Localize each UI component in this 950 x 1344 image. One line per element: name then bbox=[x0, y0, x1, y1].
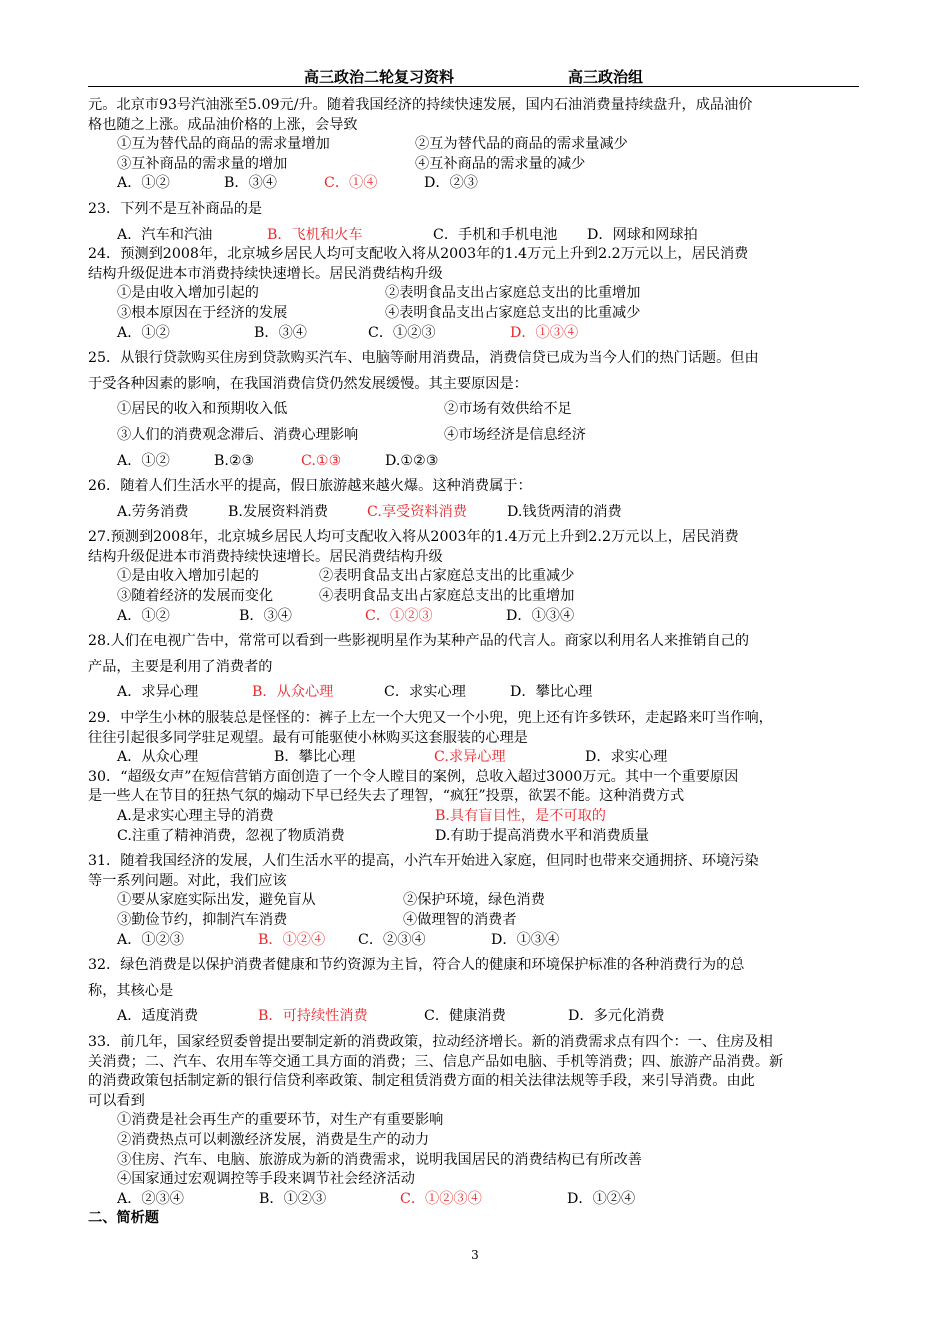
option-d: D.①②③ bbox=[385, 452, 439, 469]
question-text: 32．绿色消费是以保护消费者健康和节约资源为主旨，符合人的健康和环境保护标准的各种消费行为的总 bbox=[88, 957, 745, 974]
section-heading: 二、简析题 bbox=[88, 1210, 159, 1227]
options-row bbox=[88, 452, 863, 472]
statement-row bbox=[88, 567, 863, 587]
option-c: C．求实心理 bbox=[384, 684, 466, 701]
option-c: C．手机和手机电池 bbox=[433, 226, 558, 243]
question-text: 31．随着我国经济的发展，人们生活水平的提高，小汽车开始进入家庭，但同时也带来交通拥挤、环境污染 bbox=[88, 853, 759, 870]
statement-row bbox=[88, 284, 863, 304]
statement: ①是由收入增加引起的 bbox=[117, 285, 259, 302]
question-text: 30．“超级女声”在短信营销方面创造了一个令人瞠目的案例，总收入超过3000万元。其中一个重要原因 bbox=[88, 768, 739, 785]
option-d: D.有助于提高消费水平和消费质量 bbox=[435, 827, 650, 844]
statement: ③勤俭节约，抑制汽车消费 bbox=[117, 911, 288, 928]
statement-row bbox=[88, 155, 863, 175]
page-header bbox=[88, 66, 859, 87]
page-number: 3 bbox=[471, 1248, 479, 1262]
option-d: D．②③ bbox=[424, 175, 478, 192]
question-text: 等一系列问题。对此，我们应该 bbox=[88, 872, 287, 889]
question-text: 26．随着人们生活水平的提高，假日旅游越来越火爆。这种消费属于： bbox=[88, 478, 532, 495]
option-a: A．②③④ bbox=[117, 1190, 184, 1207]
option-c-answer: C.享受资料消费 bbox=[367, 503, 467, 520]
option-c-answer: C．①④ bbox=[324, 175, 378, 192]
option-a: A．①②③ bbox=[117, 931, 184, 948]
option-a: A．汽车和汽油 bbox=[117, 226, 213, 243]
question-text: 24．预测到2008年，北京城乡居民人均可支配收入将从2003年的1.4万元上升到2.2万元以上，居民消费 bbox=[88, 246, 749, 263]
options-row bbox=[88, 324, 863, 344]
option-a: A．求异心理 bbox=[117, 684, 199, 701]
options-row bbox=[88, 931, 863, 951]
options-row bbox=[88, 503, 863, 523]
statement: ②市场有效供给不足 bbox=[444, 401, 572, 418]
statement: ④表明食品支出占家庭总支出的比重减少 bbox=[385, 304, 641, 321]
question-text: 29．中学生小林的服装总是怪怪的：裤子上左一个大兜又一个小兜，兜上还有许多铁环，走起路来叮当作响， bbox=[88, 710, 773, 727]
question-text: 格也随之上涨。成品油价格的上涨，会导致 bbox=[88, 116, 358, 133]
option-a: A．①② bbox=[117, 175, 170, 192]
option-c: C.注重了精神消费，忽视了物质消费 bbox=[117, 827, 345, 844]
question-text: 结构升级促进本市消费持续快速增长。居民消费结构升级 bbox=[88, 265, 443, 282]
statement: ①要从家庭实际出发，避免盲从 bbox=[117, 892, 316, 909]
options-row bbox=[88, 827, 863, 847]
statement: ②互为替代品的商品的需求量减少 bbox=[415, 136, 628, 153]
question-text: 关消费；二、汽车、农用车等交通工具方面的消费；三、信息产品如电脑、手机等消费；四、旅游产品消费。新 bbox=[88, 1053, 784, 1070]
statement: ④市场经济是信息经济 bbox=[444, 426, 586, 443]
statement: ④互补商品的需求量的减少 bbox=[415, 155, 586, 172]
option-d: D．攀比心理 bbox=[510, 684, 593, 701]
option-b: B．③④ bbox=[224, 175, 277, 192]
statement-row bbox=[88, 135, 863, 155]
option-d: D．①③④ bbox=[491, 931, 560, 948]
options-row bbox=[88, 1007, 863, 1027]
statement: ①是由收入增加引起的 bbox=[117, 568, 259, 585]
header-group: 高三政治组 bbox=[568, 68, 644, 86]
option-d: D．①②④ bbox=[567, 1190, 636, 1207]
option-c: C．①②③ bbox=[368, 324, 436, 341]
question-text: 33．前几年，国家经贸委曾提出要制定新的消费政策，拉动经济增长。新的消费需求点有四个：一、住房及相 bbox=[88, 1033, 773, 1050]
question-text: 23．下列不是互补商品的是 bbox=[88, 200, 263, 217]
option-d: D．网球和网球拍 bbox=[587, 226, 698, 243]
option-a: A.是求实心理主导的消费 bbox=[117, 808, 274, 824]
statement: ③互补商品的需求量的增加 bbox=[117, 155, 288, 172]
option-d-answer: D．①③④ bbox=[510, 324, 579, 341]
option-c-answer: C.求异心理 bbox=[434, 749, 506, 766]
option-b-answer: B.具有盲目性，是不可取的 bbox=[435, 808, 606, 824]
question-text: 产品，主要是利用了消费者的 bbox=[88, 658, 273, 675]
option-c-answer: C．①②③④ bbox=[400, 1190, 482, 1207]
option-a: A．从众心理 bbox=[117, 749, 199, 766]
option-a: A．①② bbox=[117, 452, 170, 469]
statement-row bbox=[88, 891, 863, 911]
question-text: 27.预测到2008年，北京城乡居民人均可支配收入将从2003年的1.4万元上升到2.2万元以上，居民消费 bbox=[88, 529, 739, 546]
option-b-answer: B．从众心理 bbox=[252, 684, 334, 701]
statement: ①居民的收入和预期收入低 bbox=[117, 401, 288, 418]
option-d: D.钱货两清的消费 bbox=[507, 503, 622, 520]
statement: ③住房、汽车、电脑、旅游成为新的消费需求，说明我国居民的消费结构已有所改善 bbox=[117, 1151, 642, 1168]
options-row bbox=[88, 607, 863, 627]
options-row bbox=[88, 807, 863, 827]
statement: ②表明食品支出占家庭总支出的比重增加 bbox=[385, 285, 641, 302]
statement: ①互为替代品的商品的需求量增加 bbox=[117, 136, 330, 153]
option-a: A．适度消费 bbox=[117, 1008, 199, 1025]
options-row bbox=[88, 748, 863, 768]
option-b: B．①②③ bbox=[259, 1190, 327, 1207]
statement: ②保护环境，绿色消费 bbox=[403, 892, 545, 909]
option-c-answer: C．①②③ bbox=[365, 607, 433, 624]
question-text: 结构升级促进本市消费持续快速增长。居民消费结构升级 bbox=[88, 548, 443, 565]
option-c-answer: C.①③ bbox=[301, 452, 342, 469]
question-text: 的消费政策包括制定新的银行信贷利率政策、制定租赁消费方面的相关法律法规等手段，来引导消费。由此 bbox=[88, 1073, 755, 1090]
statement: ②消费热点可以刺激经济发展，消费是生产的动力 bbox=[117, 1131, 430, 1148]
option-a: A．①② bbox=[117, 607, 170, 624]
option-d: D．①③④ bbox=[506, 607, 575, 624]
question-text: 于受各种因素的影响，在我国消费信贷仍然发展缓慢。其主要原因是： bbox=[88, 375, 528, 392]
options-row bbox=[88, 226, 863, 246]
options-row bbox=[88, 1190, 863, 1210]
statement: ③人们的消费观念滞后、消费心理影响 bbox=[117, 426, 359, 443]
option-a: A.劳务消费 bbox=[117, 503, 189, 520]
statement: ①消费是社会再生产的重要环节，对生产有重要影响 bbox=[117, 1112, 444, 1129]
question-text: 28.人们在电视广告中，常常可以看到一些影视明星作为某种产品的代言人。商家以利用名人来推销自己的 bbox=[88, 633, 750, 650]
statement-row bbox=[88, 587, 863, 607]
option-b: B.发展资料消费 bbox=[228, 503, 329, 520]
options-row bbox=[88, 683, 863, 703]
option-c: C．健康消费 bbox=[424, 1008, 506, 1025]
option-b: B.②③ bbox=[214, 452, 255, 469]
option-b: B．攀比心理 bbox=[274, 749, 356, 766]
question-text: 往往引起很多同学驻足观望。最有可能驱使小林购买这套服装的心理是 bbox=[88, 729, 528, 746]
option-d: D．求实心理 bbox=[585, 749, 668, 766]
statement-row bbox=[88, 426, 863, 446]
question-text: 可以看到 bbox=[88, 1092, 145, 1109]
option-b: B．③④ bbox=[239, 607, 292, 624]
option-a: A．①② bbox=[117, 324, 170, 341]
options-row bbox=[88, 174, 863, 194]
document-body bbox=[88, 96, 863, 1229]
option-b: B．③④ bbox=[254, 324, 307, 341]
option-b-answer: B．可持续性消费 bbox=[258, 1008, 368, 1025]
statement: ④国家通过宏观调控等手段来调节社会经济活动 bbox=[117, 1171, 415, 1188]
question-text: 是一些人在节目的狂热气氛的煽动下早已经失去了理智，“疯狂”投票，欲罢不能。这种消费方式 bbox=[88, 788, 685, 805]
statement-row bbox=[88, 911, 863, 931]
statement-row bbox=[88, 400, 863, 420]
question-text: 25．从银行贷款购买住房到贷款购买汽车、电脑等耐用消费品，消费信贷已成为当今人们的热门话题。但由 bbox=[88, 350, 759, 367]
question-text: 元。北京市93号汽油涨至5.09元/升。随着我国经济的持续快速发展，国内石油消费量持续盘升，成品油价 bbox=[88, 97, 753, 113]
header-title: 高三政治二轮复习资料 bbox=[304, 68, 455, 86]
statement-row bbox=[88, 304, 863, 324]
option-b-answer: B．①②④ bbox=[258, 931, 326, 948]
statement: ③随着经济的发展而变化 bbox=[117, 588, 274, 605]
statement: ④做理智的消费者 bbox=[403, 911, 517, 928]
option-d: D．多元化消费 bbox=[568, 1008, 665, 1025]
statement: ③根本原因在于经济的发展 bbox=[117, 304, 288, 321]
statement: ④表明食品支出占家庭总支出的比重增加 bbox=[319, 588, 575, 605]
statement: ②表明食品支出占家庭总支出的比重减少 bbox=[319, 568, 575, 585]
question-text: 称，其核心是 bbox=[88, 982, 174, 999]
option-c: C．②③④ bbox=[358, 931, 426, 948]
option-b-answer: B．飞机和火车 bbox=[267, 226, 363, 243]
